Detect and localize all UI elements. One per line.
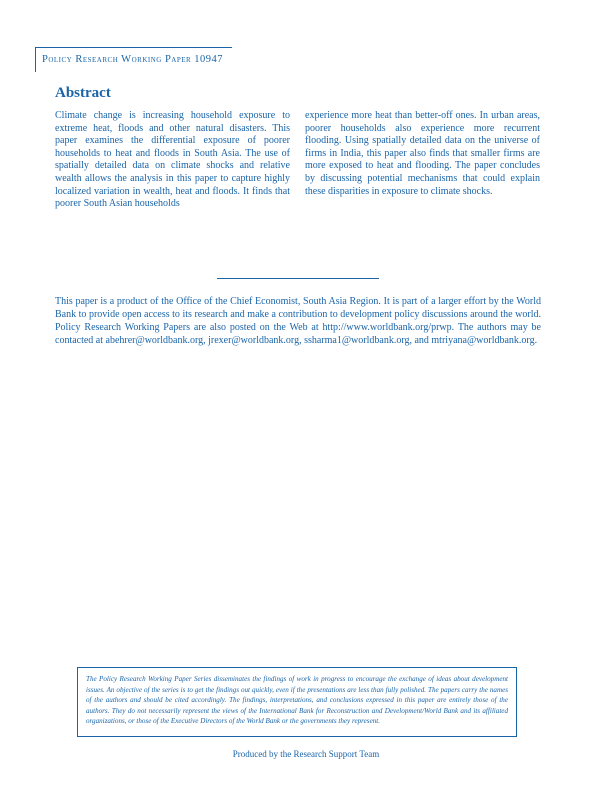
- disclaimer-box: [77, 667, 517, 737]
- product-note: This paper is a product of the Office of the Chief Economist, South Asia Region. It is part of a larger effort by the World Bank to provide open access to its research and make a contribution to development policy discussions around the world. Policy Research Working Papers are also posted on the Web at http://www.worldbank.org/prwp. The authors may be contacted at abehrer@worldbank.org, jrexer@worldbank.org, ssharma1@worldbank.org, and mtriyana@worldbank.org.: [55, 296, 541, 346]
- section-divider: [217, 278, 379, 279]
- series-header: [35, 47, 232, 72]
- disclaimer-text: The Policy Research Working Paper Series disseminates the findings of work in progress to encourage the exchange of ideas about development issues. An objective of the series is to get the findings out quickly, even if the presentations are less than fully polished. The papers carry the names of the authors and should be cited accordingly. The findings, interpretations, and conclusions expressed in this paper are entirely those of the authors. They do not necessarily represent the views of the International Bank for Reconstruction and Development/World Bank and its affiliated organizations, or those of the Executive Directors of the World Bank or the governments they represent.: [86, 675, 508, 725]
- footer-credit: Produced by the Research Support Team: [232, 749, 380, 759]
- abstract-right-column: experience more heat than better-off ones. In urban areas, poorer households also experience more recurrent flooding. Using spatially detailed data on the universe of firms in India, this paper also finds that smaller firms are more exposed to heat and flooding. The paper concludes by discussing potential mechanisms that could explain these disparities in exposure to climate shocks.: [305, 110, 540, 197]
- series-header-text: Policy Research Working Paper 10947: [42, 54, 224, 65]
- abstract-left-column: Climate change is increasing household exposure to extreme heat, floods and other natural disasters. This paper examines the differential exposure of poorer households to heat and floods in South Asia. The use of spatially detailed data on climate shocks and relative wealth allows the analysis in this paper to capture highly localized variation in wealth, heat and floods. It finds that poorer South Asian households: [55, 110, 290, 210]
- abstract-title: Abstract: [55, 85, 111, 101]
